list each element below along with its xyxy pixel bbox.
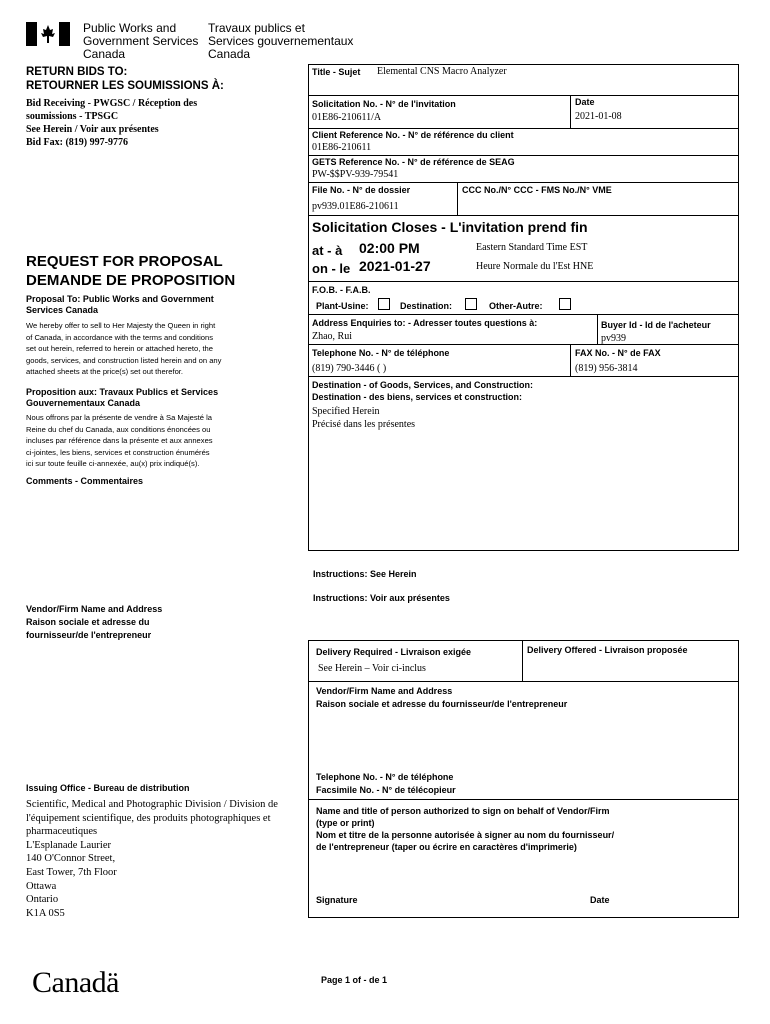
closing-date[interactable]: 2021-01-27	[359, 258, 431, 274]
closing-time[interactable]: 02:00 PM	[359, 240, 420, 256]
department-name-en	[83, 22, 198, 61]
divider	[570, 95, 571, 128]
vendor-line: Raison sociale et adresse du	[26, 617, 150, 627]
address-line: East Tower, 7th Floor	[26, 866, 117, 878]
date-value[interactable]: 2021-01-08	[575, 111, 622, 122]
divider	[308, 155, 739, 156]
return-bids-heading-fr: RETOURNER LES SOUMISSIONS À:	[26, 80, 224, 92]
fob-label: F.O.B. - F.A.B.	[312, 285, 371, 295]
bid-line: Bid Fax: (819) 997-9776	[26, 137, 128, 148]
para-line: incluses par référence dans la présente et aux annexes	[26, 436, 213, 446]
proposal-en-text	[26, 320, 221, 378]
on-label: on - le	[312, 261, 351, 276]
delivery-required-value[interactable]: See Herein – Voir ci-inclus	[318, 663, 426, 674]
para-line: Reine du chef du Canada, aux conditions énoncées ou	[26, 424, 211, 434]
divider	[308, 95, 739, 96]
at-label: at - à	[312, 243, 343, 258]
vendor-line: Vendor/Firm Name and Address	[26, 604, 163, 614]
divider	[308, 281, 739, 282]
delivery-required-label: Delivery Required - Livraison exigée	[316, 647, 472, 657]
proposal-to-line: Services Canada	[26, 305, 99, 315]
para-line: set out herein, referred to herein or attached hereto, the	[26, 344, 214, 354]
divider	[308, 799, 739, 800]
address-line: K1A 0S5	[26, 907, 65, 919]
proposition-line: Gouvernementaux Canada	[26, 398, 141, 408]
canada-wordmark: Canadä	[32, 966, 119, 999]
vendor-telephone-label[interactable]: Telephone No. - N° de téléphone	[316, 772, 454, 782]
department-name-fr	[208, 22, 353, 61]
authorized-line: Nom et titre de la personne autorisée à signer au nom du fournisseur/	[316, 830, 615, 840]
address-line: pharmaceutiques	[26, 826, 98, 838]
address-line: Ontario	[26, 894, 59, 906]
authorized-line: Name and title of person authorized to sign on behalf of Vendor/Firm	[316, 806, 610, 816]
vendor-firm-label-left	[26, 603, 162, 642]
page-number: Page 1 of - de 1	[321, 975, 388, 985]
buyer-id-value[interactable]: pv939	[601, 333, 626, 344]
bid-receiving-block	[26, 97, 197, 149]
destination-value-en[interactable]: Specified Herein	[312, 406, 380, 417]
bid-line: See Herein / Voir aux présentes	[26, 124, 159, 135]
timezone-fr: Heure Normale du l'Est HNE	[476, 261, 594, 272]
para-line: Nous offrons par la présente de vendre à Sa Majesté la	[26, 413, 213, 422]
solicitation-closes-label: Solicitation Closes - L'invitation prend fin	[312, 219, 588, 235]
vendor-facsimile-label[interactable]: Facsimile No. - N° de télécopieur	[316, 785, 456, 795]
address-line: Scientific, Medical and Photographic Division / Division de	[26, 799, 278, 810]
plant-usine-label: Plant-Usine:	[316, 301, 369, 311]
destination-goods-label-fr: Destination - des biens, services et construction:	[312, 392, 523, 402]
rfp-heading-en: REQUEST FOR PROPOSAL	[26, 253, 223, 270]
rfp-heading-fr: DEMANDE DE PROPOSITION	[26, 272, 236, 289]
vendor-name-address-label: Vendor/Firm Name and Address	[316, 686, 453, 696]
divider	[308, 344, 739, 345]
vendor-name-address-label-fr: Raison sociale et adresse du fournisseur/de l'entrepreneur	[316, 699, 568, 709]
divider	[308, 681, 739, 682]
destination-label: Destination:	[400, 301, 453, 311]
gets-reference-value[interactable]: PW-$$PV-939-79541	[312, 169, 399, 180]
para-line: We hereby offer to sell to Her Majesty the Queen in right	[26, 321, 216, 330]
other-autre-label: Other-Autre:	[489, 301, 543, 311]
para-line: ci-jointes, les biens, services et construction énumérés	[26, 447, 210, 457]
buyer-id-label: Buyer Id - Id de l'acheteur	[601, 320, 711, 330]
vendor-line: fournisseur/de l'entrepreneur	[26, 630, 152, 640]
bid-line: Bid Receiving - PWGSC / Réception des	[26, 98, 198, 109]
divider	[597, 314, 598, 344]
divider	[308, 128, 739, 129]
destination-value-fr[interactable]: Précisé dans les présentes	[312, 419, 416, 430]
canada-flag-icon	[26, 22, 70, 46]
timezone-en: Eastern Standard Time EST	[476, 242, 588, 253]
para-line: of Canada, in accordance with the terms and conditions	[26, 332, 213, 342]
telephone-value[interactable]: (819) 790-3446 ( )	[312, 363, 387, 374]
authorized-line: (type or print)	[316, 818, 375, 828]
divider	[308, 314, 739, 315]
address-line: Ottawa	[26, 880, 57, 892]
solicitation-no-value[interactable]: 01E86-210611/A	[312, 112, 382, 123]
instructions-label-fr: Instructions: Voir aux présentes	[313, 593, 450, 603]
proposition-label	[26, 387, 218, 409]
other-autre-checkbox[interactable]	[559, 298, 571, 310]
file-no-label: File No. - N° de dossier	[312, 185, 411, 195]
address-line: L'Esplanade Laurier	[26, 839, 111, 851]
file-no-value[interactable]: pv939.01E86-210611	[312, 201, 399, 212]
dept-en-line: Government Services	[83, 34, 199, 48]
para-line: attached sheets at the price(s) set out therefor.	[26, 367, 184, 377]
divider	[308, 376, 739, 377]
dept-en-line: Public Works and	[83, 21, 177, 35]
fax-label: FAX No. - N° de FAX	[575, 348, 661, 358]
authorized-signer-label[interactable]	[316, 805, 614, 853]
para-line: goods, services, and construction listed herein and on any	[26, 355, 222, 365]
client-reference-value[interactable]: 01E86-210611	[312, 142, 372, 153]
authorized-line: de l'entrepreneur (taper ou écrire en caractères d'imprimerie)	[316, 842, 577, 852]
title-label: Title - Sujet	[312, 67, 361, 77]
divider	[308, 215, 739, 216]
proposition-fr-text	[26, 412, 213, 470]
dept-fr-line: Services gouvernementaux	[208, 34, 354, 48]
proposition-line: Proposition aux: Travaux Publics et Services	[26, 387, 219, 397]
instructions-label-en: Instructions: See Herein	[313, 569, 417, 579]
destination-goods-label-en: Destination - of Goods, Services, and Construction:	[312, 380, 534, 390]
address-line: 140 O'Connor Street,	[26, 853, 116, 865]
fax-value[interactable]: (819) 956-3814	[575, 363, 638, 374]
client-reference-label: Client Reference No. - N° de référence du client	[312, 130, 514, 140]
ccc-no-label: CCC No./N° CCC - FMS No./N° VME	[462, 185, 612, 195]
title-value[interactable]: Elemental CNS Macro Analyzer	[377, 66, 507, 77]
proposal-to-label	[26, 294, 214, 316]
proposal-to-line: Proposal To: Public Works and Government	[26, 294, 214, 304]
dept-fr-line: Travaux publics et	[208, 21, 305, 35]
address-line: l'équipement scientifique, des produits photographiques et	[26, 812, 271, 824]
address-enquiries-label: Address Enquiries to: - Adresser toutes questions à:	[312, 318, 538, 328]
dept-en-line: Canada	[83, 47, 126, 61]
signature-date-label[interactable]: Date	[590, 895, 610, 905]
telephone-label: Telephone No. - N° de téléphone	[312, 348, 450, 358]
plant-usine-checkbox[interactable]	[378, 298, 390, 310]
divider	[522, 640, 523, 681]
delivery-offered-label[interactable]: Delivery Offered - Livraison proposée	[527, 645, 688, 655]
signature-label[interactable]: Signature	[316, 895, 358, 905]
vendor-name-address-field[interactable]	[312, 712, 732, 767]
bid-line: soumissions - TPSGC	[26, 111, 119, 122]
comments-label: Comments - Commentaires	[26, 476, 144, 486]
gets-reference-label: GETS Reference No. - N° de référence de SEAG	[312, 157, 515, 167]
solicitation-no-label: Solicitation No. - N° de l'invitation	[312, 99, 456, 109]
address-enquiries-value[interactable]: Zhao, Rui	[312, 331, 352, 342]
date-label: Date	[575, 97, 595, 107]
issuing-office-label: Issuing Office - Bureau de distribution	[26, 783, 190, 793]
divider	[457, 182, 458, 215]
divider	[308, 182, 739, 183]
issuing-office-address	[26, 798, 278, 920]
destination-checkbox[interactable]	[465, 298, 477, 310]
return-bids-heading-en: RETURN BIDS TO:	[26, 66, 128, 78]
para-line: ici sur toute feuille ci-annexée, au(x) prix indiqué(s).	[26, 459, 200, 469]
dept-fr-line: Canada	[208, 47, 251, 61]
divider	[570, 344, 571, 376]
